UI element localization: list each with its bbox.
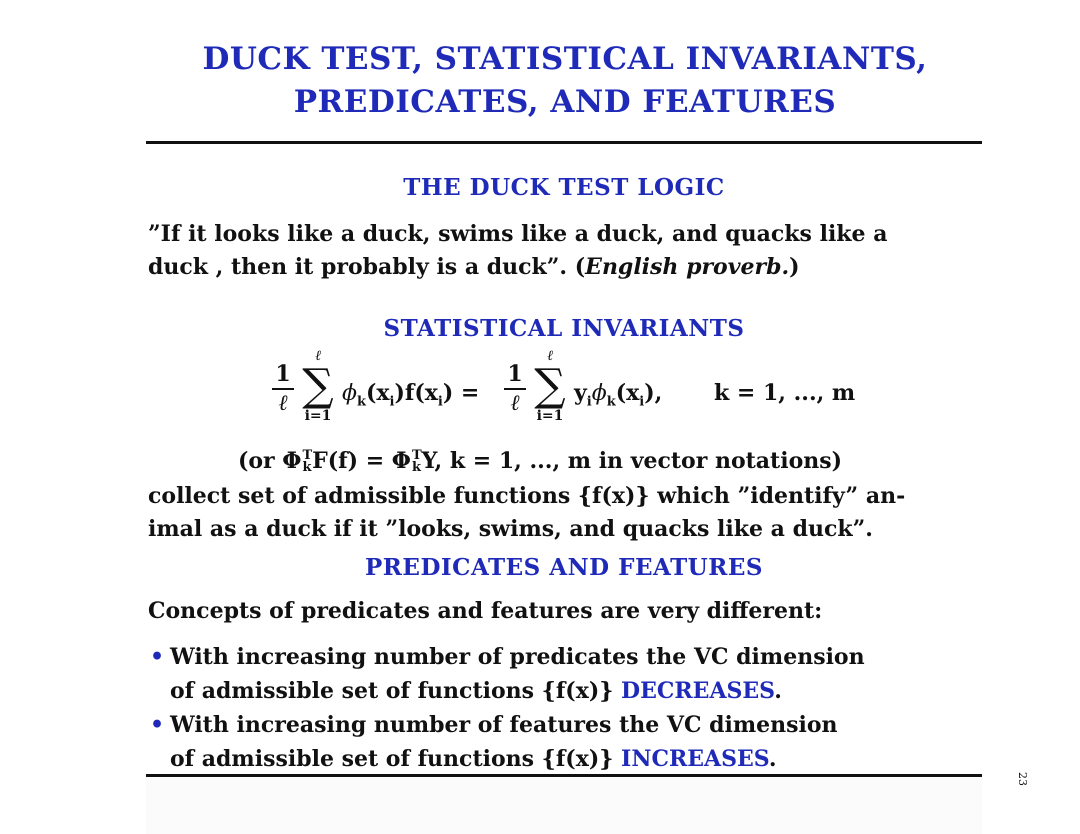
bullet-features [148, 708, 984, 776]
bullet-2-line-2-start: of admissible set of functions {f(x)} [170, 746, 622, 772]
left-sigma: ∑ [302, 360, 334, 411]
left-frac-bar [272, 388, 294, 390]
title-line-2: PREDICATES, AND FEATURES [293, 84, 837, 120]
quote-source: English proverb. [585, 254, 790, 280]
invariants-heading: STATISTICAL INVARIANTS [383, 315, 745, 342]
phi-symbol-right: ϕ [591, 381, 607, 406]
top-rule [146, 141, 982, 144]
left-sum-upper: ℓ [315, 348, 321, 364]
bullet-2-line-2 [170, 742, 984, 776]
sub-k-1: k [302, 460, 312, 475]
phi-symbol: ϕ [342, 381, 357, 406]
page-number: 23 [1016, 772, 1029, 786]
bullet-dot-icon: • [150, 644, 165, 670]
invariants-paragraph [148, 480, 984, 546]
right-sigma: ∑ [534, 360, 566, 411]
bullet-predicates [148, 640, 984, 708]
footer-shade [146, 778, 982, 834]
vector-note-mid: F(f) = Φ [312, 448, 411, 474]
bullet-1-line-1: With increasing number of predicates the VC dimension [170, 644, 865, 670]
sup-t-2: T [411, 448, 422, 463]
predicates-bullet-list [148, 640, 984, 776]
bullet-1-line-2 [170, 674, 984, 708]
right-sum-lower: i=1 [536, 408, 564, 424]
right-frac-den: ℓ [510, 391, 520, 416]
quote-line-1: ”If it looks like a duck, swims like a duck, and quacks like a [148, 221, 888, 247]
bullet-dot-icon: • [150, 712, 165, 738]
sub-k-2: k [411, 460, 421, 475]
phi-sup-sub-1 [302, 450, 312, 474]
title-line-1: DUCK TEST, STATISTICAL INVARIANTS, [202, 41, 928, 77]
right-frac-bar [504, 388, 526, 390]
right-sum [528, 348, 572, 424]
quote-line-2-end: ) [789, 254, 800, 280]
bullet-2-line-2-end: . [768, 746, 777, 772]
y-symbol: y [574, 380, 587, 406]
left-sum-body: $\phi_k(x_i)f(x_i)$ = [342, 380, 480, 410]
quote-line-2-start: duck , then it probably is a duck”. ( [148, 254, 586, 280]
left-frac-den: ℓ [278, 391, 288, 416]
sup-t-1: T [302, 448, 313, 463]
bottom-rule [146, 774, 982, 777]
quote-line-2 [148, 251, 984, 284]
right-sum-upper: ℓ [547, 348, 553, 364]
bullet-1-line-2-end: . [774, 678, 782, 704]
invariant-equation [272, 348, 892, 442]
bullet-1-highlight: DECREASES [621, 678, 775, 704]
right-frac-num: 1 [507, 361, 523, 387]
duck-test-quote [148, 218, 984, 284]
phi-sup-sub-2 [412, 450, 422, 474]
vector-notation-note [0, 446, 1080, 476]
predicates-intro: Concepts of predicates and features are very different: [148, 598, 823, 624]
slide-title [0, 38, 1080, 124]
predicates-heading: PREDICATES AND FEATURES [365, 554, 763, 581]
invariants-line-1: collect set of admissible functions {f(x)} which ”identify” an- [148, 483, 906, 509]
right-fraction [504, 362, 526, 416]
bullet-2-line-1: With increasing number of features the VC dimension [170, 712, 838, 738]
duck-test-heading: THE DUCK TEST LOGIC [403, 174, 725, 201]
k-range: k = 1, ..., m [714, 380, 856, 406]
bullet-2-highlight: INCREASES [621, 746, 769, 772]
vector-note-start: (or Φ [237, 448, 302, 474]
vector-note-end: Y, k = 1, ..., m in vector notations) [421, 448, 843, 474]
left-frac-num: 1 [275, 361, 291, 387]
bullet-1-line-2-start: of admissible set of functions {f(x)} [170, 678, 622, 704]
right-sum-body: $y_i\phi_k(x_i)$, [574, 380, 663, 410]
left-sum-lower: i=1 [304, 408, 332, 424]
left-sum [296, 348, 340, 424]
invariants-line-2: imal as a duck if it ”looks, swims, and quacks like a duck”. [148, 516, 873, 542]
left-fraction [272, 362, 294, 416]
